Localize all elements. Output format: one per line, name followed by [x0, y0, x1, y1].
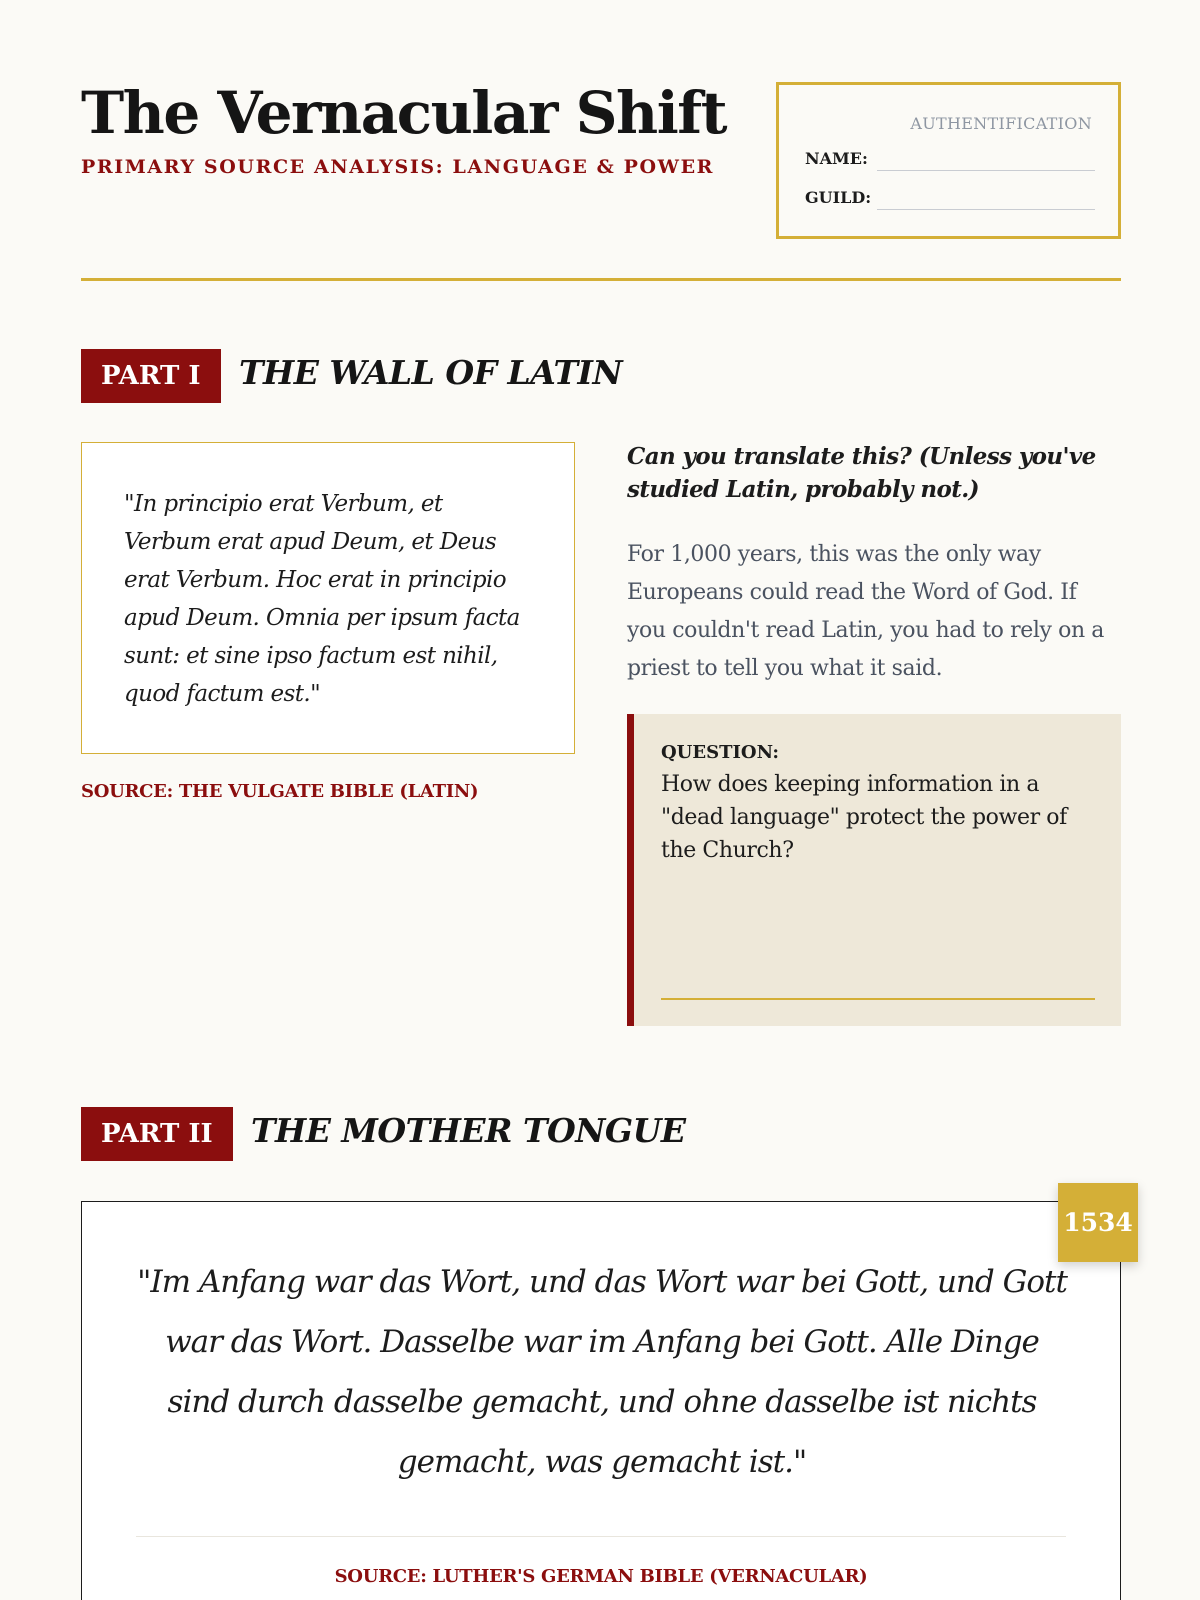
latin-source-box — [81, 442, 575, 754]
part-1-badge: PART I — [81, 349, 221, 403]
worksheet-page — [81, 0, 1133, 1600]
part-1-title: THE WALL OF LATIN — [239, 353, 623, 392]
authentication-title: AUTHENTIFICATION — [910, 114, 1092, 133]
source-divider — [136, 1536, 1066, 1537]
question-text: How does keeping information in a "dead language" protect the power of the Church? — [661, 772, 1067, 863]
german-quote: "Im Anfang war das Wort, und das Wort war bei Gott, und Gott war das Wort. Dasselbe war im Anfang bei Gott. Alle Dinge sind durch dasselbe gemacht, und ohne dasselbe ist nichts gemacht, was gemacht ist." — [137, 1264, 1067, 1480]
authentication-box — [776, 82, 1121, 239]
context-paragraph: For 1,000 years, this was the only way Europeans could read the Word of God. If you couldn't read Latin, you had to rely on a priest to tell you what it said. — [627, 542, 1105, 681]
translate-prompt: Can you translate this? (Unless you've studied Latin, probably not.) — [627, 443, 1096, 503]
question-label: QUESTION: — [661, 742, 780, 763]
german-source-box — [81, 1201, 1121, 1600]
name-input-line[interactable] — [877, 170, 1095, 171]
guild-input-line[interactable] — [877, 209, 1095, 210]
german-source-caption: SOURCE: LUTHER'S GERMAN BIBLE (VERNACULAR) — [334, 1566, 868, 1587]
guild-field[interactable] — [805, 186, 1095, 210]
part-2-header — [81, 1107, 721, 1161]
part-2-badge: PART II — [81, 1107, 233, 1161]
header-divider — [81, 278, 1121, 281]
name-field[interactable] — [805, 147, 1095, 171]
answer-line[interactable] — [661, 998, 1095, 1000]
part-2-title: THE MOTHER TONGUE — [251, 1111, 686, 1150]
part-1-commentary — [627, 440, 1121, 688]
year-badge: 1534 — [1058, 1183, 1138, 1262]
latin-source-caption: SOURCE: THE VULGATE BIBLE (LATIN) — [81, 781, 479, 802]
guild-label: GUILD: — [805, 188, 872, 207]
page-subtitle: PRIMARY SOURCE ANALYSIS: LANGUAGE & POWER — [81, 156, 715, 178]
page-header — [81, 79, 1121, 282]
question-box — [627, 714, 1121, 1026]
latin-quote: "In principio erat Verbum, et Verbum erat apud Deum, et Deus erat Verbum. Hoc erat in principio apud Deum. Omnia per ipsum facta sunt: et sine ipso factum est nihil, quod factum est." — [124, 491, 520, 707]
page-title: The Vernacular Shift — [81, 79, 726, 147]
part-1-header — [81, 349, 681, 403]
name-label: NAME: — [805, 149, 868, 168]
